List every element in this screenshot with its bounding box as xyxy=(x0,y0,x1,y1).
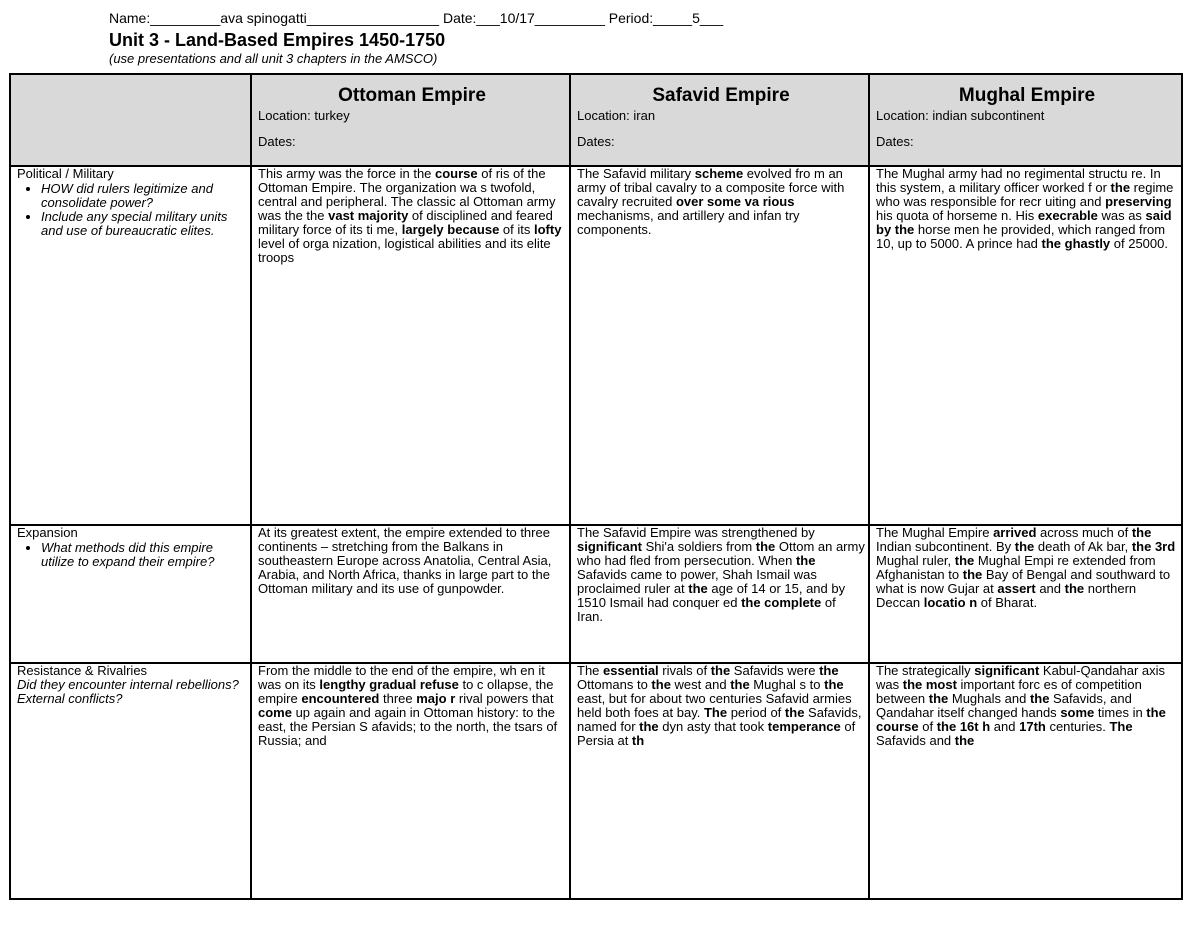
text-run: important forc es of competition between xyxy=(876,677,1142,706)
text-run: of ris of the Ottoman Empire. The organization wa s twofold, central and peripheral. The classic al Ottoman army was the the xyxy=(258,166,556,223)
bold-text-run: the complete xyxy=(741,595,822,610)
text-run: Mughal ruler, xyxy=(876,553,955,568)
mughal-header-cell xyxy=(869,74,1182,166)
bold-text-run: the xyxy=(651,677,671,692)
bold-text-run: the xyxy=(928,691,949,706)
bold-text-run: the xyxy=(954,733,975,748)
text-run: Ottom an army who had fled from persecution. When xyxy=(577,539,865,568)
bold-text-run: vast majority xyxy=(328,208,409,223)
table-row-expansion xyxy=(10,525,1182,663)
bold-text-run: the xyxy=(819,663,839,678)
answer-cell[interactable] xyxy=(869,166,1182,525)
text-run: across much of xyxy=(1036,525,1132,540)
bold-text-run: locatio n xyxy=(923,595,978,610)
answer-cell[interactable] xyxy=(251,663,570,899)
row-header-political xyxy=(10,166,251,525)
empire-location: Location: indian subcontinent xyxy=(876,108,1045,123)
bold-text-run: the xyxy=(1064,581,1085,596)
empire-location: Location: turkey xyxy=(258,108,350,123)
row-header-expansion xyxy=(10,525,251,663)
guiding-question: • HOW did rulers legitimize and consolidate power? xyxy=(41,182,247,210)
table-row-political xyxy=(10,166,1182,525)
text-run: Ottomans to xyxy=(577,677,652,692)
table-header-row xyxy=(10,74,1182,166)
answer-cell[interactable] xyxy=(869,525,1182,663)
bold-text-run: th xyxy=(631,733,645,748)
answer-cell[interactable] xyxy=(570,525,869,663)
bold-text-run: the xyxy=(1014,539,1035,554)
text-run: Mughal Empi re extended from Afghanistan to xyxy=(876,553,1156,582)
bold-text-run: course xyxy=(435,166,478,181)
text-run: horse men he provided, which ranged from 10, up to 5000. A prince had xyxy=(876,222,1166,251)
bold-text-run: the xyxy=(954,553,975,568)
bold-text-run: scheme xyxy=(694,166,744,181)
student-info-line: Name:_________ava spinogatti_________________ Date:___10/17_________ Period:_____5___ xyxy=(109,10,724,26)
bold-text-run: largely because xyxy=(401,222,500,237)
empire-dates: Dates: xyxy=(876,134,914,149)
row-title: Expansion xyxy=(17,525,78,540)
text-run: level of orga nization, logistical abilities and its elite troops xyxy=(258,236,551,265)
empire-name: Safavid Empire xyxy=(652,85,790,106)
guiding-question: • Include any special military units and use of bureaucratic elites. xyxy=(41,210,247,238)
text-run: of disciplined and feared military force of its ti me, xyxy=(258,208,553,237)
text-run: Indian subcontinent. By xyxy=(876,539,1015,554)
guiding-question: • What methods did this empire utilize to expand their empire? xyxy=(41,541,247,569)
text-run: At its greatest extent, the empire extended to three continents – stretching from the Balkans in southeastern Europe across Anatolia, Central Asia, Arabia, and North Africa, thanks in large part to the Ottoman military and its use of gunpowder. xyxy=(258,525,552,596)
text-run: Safavids and xyxy=(876,733,955,748)
bold-text-run: the xyxy=(639,719,659,734)
bold-text-run: the ghastly xyxy=(1041,236,1111,251)
text-run: of 25000. xyxy=(1110,236,1168,251)
bold-text-run: the xyxy=(1029,691,1050,706)
text-run: and xyxy=(1035,581,1065,596)
text-run: of Iran. xyxy=(577,595,836,624)
ottoman-header-cell xyxy=(251,74,570,166)
text-run: Safavids were xyxy=(730,663,820,678)
text-run: rivals of xyxy=(658,663,711,678)
text-run: Kabul-Qandahar axis was xyxy=(876,663,1166,692)
bold-text-run: execrable xyxy=(1037,208,1098,223)
text-run: Bay of Bengal and southward to what is now Gujar at xyxy=(876,567,1171,596)
bold-text-run: the most xyxy=(902,677,957,692)
text-run: death of Ak bar, xyxy=(1034,539,1132,554)
text-run: Safavids, and Qandahar itself changed hands xyxy=(876,691,1132,720)
text-run: of Bharat. xyxy=(977,595,1038,610)
text-run: The xyxy=(577,663,604,678)
text-run: his quota of horseme n. His xyxy=(876,208,1038,223)
bold-text-run: preserving xyxy=(1105,194,1172,209)
bold-text-run: over some va rious xyxy=(675,194,795,209)
text-run: three xyxy=(379,691,417,706)
bold-text-run: the xyxy=(962,567,983,582)
text-run: From the middle to the end of the empire, wh en it was on its xyxy=(258,663,545,692)
bold-text-run: the xyxy=(730,677,750,692)
text-run: Safavids, named for xyxy=(577,705,862,734)
bold-text-run: encountered xyxy=(301,691,380,706)
question-list xyxy=(17,541,247,569)
text-run: northern Deccan xyxy=(876,581,1137,610)
text-run: This army was the force in the xyxy=(258,166,436,181)
empire-name: Ottoman Empire xyxy=(338,85,486,106)
safavid-header-cell xyxy=(570,74,869,166)
text-run: rival powers that xyxy=(455,691,554,706)
answer-cell[interactable] xyxy=(251,166,570,525)
text-run: The strategically xyxy=(876,663,975,678)
bold-text-run: some xyxy=(1060,705,1095,720)
text-run: and xyxy=(990,719,1020,734)
row-title: Political / Military xyxy=(17,166,114,181)
text-run: centuries. xyxy=(1045,719,1110,734)
empire-comparison-table xyxy=(9,73,1183,900)
text-run: age of 14 or 15, and by 1510 Ismail had conquer ed xyxy=(577,581,846,610)
bold-text-run: the course xyxy=(876,705,1166,734)
empire-location: Location: iran xyxy=(577,108,656,123)
worksheet-header xyxy=(109,8,1109,67)
bold-text-run: the 16t h xyxy=(936,719,991,734)
text-run: The Safavid military xyxy=(577,166,695,181)
empire-dates: Dates: xyxy=(577,134,615,149)
bold-text-run: come xyxy=(258,705,292,720)
bold-text-run: essential xyxy=(603,663,659,678)
bold-text-run: the xyxy=(795,553,816,568)
text-run: regime who was responsible for recr uiting and xyxy=(876,180,1174,209)
answer-cell[interactable] xyxy=(570,166,869,525)
bold-text-run: lengthy gradual refuse xyxy=(319,677,459,692)
bold-text-run: 17th xyxy=(1019,719,1046,734)
answer-cell[interactable] xyxy=(570,663,869,899)
bold-text-run: arrived xyxy=(993,525,1037,540)
text-run: of xyxy=(918,719,937,734)
table-row-resistance xyxy=(10,663,1182,899)
bold-text-run: the xyxy=(755,539,776,554)
page-title: Unit 3 - Land-Based Empires 1450-1750 xyxy=(109,30,446,50)
text-run: Shi'a soldiers from xyxy=(642,539,756,554)
bold-text-run: The xyxy=(1109,719,1133,734)
text-run: evolved fro m an army of tribal cavalry to a composite force with cavalry recruited xyxy=(577,166,845,209)
bold-text-run: the xyxy=(784,705,805,720)
text-run: period of xyxy=(727,705,785,720)
text-run: west and xyxy=(670,677,731,692)
bold-text-run: significant xyxy=(577,539,643,554)
text-run: The Mughal army had no regimental structu re. In this system, a military officer worked f or xyxy=(876,166,1161,195)
text-run: The Safavid Empire was strengthened by xyxy=(577,525,815,540)
header-corner-cell xyxy=(10,74,251,166)
text-run: of its xyxy=(499,222,534,237)
bold-text-run: majo r xyxy=(416,691,456,706)
text-run: up again and again in Ottoman history: to the east, the Persian S afavids; to the north, the tsars of Russia; and xyxy=(258,705,558,748)
bold-text-run: The xyxy=(703,705,728,720)
text-run: Safavids came to power, Shah Ismail was proclaimed ruler at xyxy=(577,567,817,596)
empire-name: Mughal Empire xyxy=(958,85,1096,106)
text-run: times in xyxy=(1094,705,1147,720)
bold-text-run: assert xyxy=(997,581,1036,596)
bold-text-run: the 3rd xyxy=(1131,539,1176,554)
text-run: Mughal s to xyxy=(749,677,825,692)
text-run: of Persia at xyxy=(577,719,856,748)
bold-text-run: the xyxy=(1131,525,1152,540)
bold-text-run: the xyxy=(688,581,708,596)
bold-text-run: the xyxy=(710,663,731,678)
text-run: was as xyxy=(1097,208,1146,223)
answer-cell[interactable] xyxy=(251,525,570,663)
answer-cell[interactable] xyxy=(869,663,1182,899)
question-list xyxy=(17,182,247,238)
empire-dates: Dates: xyxy=(258,134,296,149)
page-subtitle: (use presentations and all unit 3 chapters in the AMSCO) xyxy=(109,51,438,66)
bold-text-run: lofty xyxy=(534,222,562,237)
row-title: Resistance & Rivalries xyxy=(17,663,148,678)
text-run: to c ollapse, the empire xyxy=(258,677,554,706)
text-run: mechanisms, and artillery and infan try components. xyxy=(577,208,800,237)
bold-text-run: said by the xyxy=(876,208,1172,237)
bold-text-run: temperance xyxy=(767,719,841,734)
bold-text-run: the xyxy=(1110,180,1131,195)
guiding-question: Did they encounter internal rebellions? External conflicts? xyxy=(17,677,239,706)
row-header-resistance xyxy=(10,663,251,899)
text-run: east, but for about two centuries Safavid armies held both foes at bay. xyxy=(577,691,852,720)
text-run: dyn asty that took xyxy=(658,719,768,734)
text-run: The Mughal Empire xyxy=(876,525,994,540)
text-run: Mughals and xyxy=(948,691,1030,706)
bold-text-run: significant xyxy=(974,663,1040,678)
bold-text-run: the xyxy=(824,677,844,692)
